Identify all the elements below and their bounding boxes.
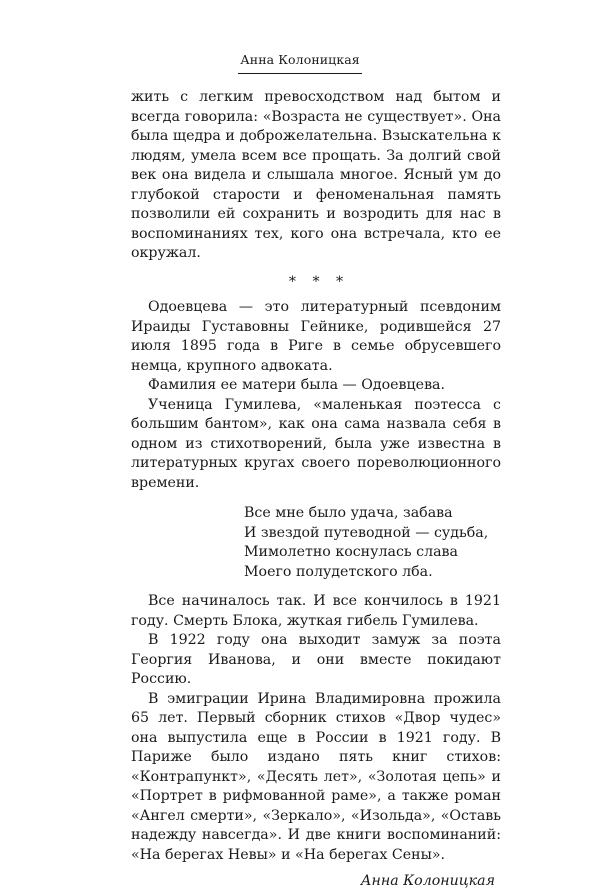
running-head: Анна Колоницкая [240,52,360,67]
section-separator: * * * [288,273,350,290]
poem-line: Мимолетно коснулась слава [244,544,458,560]
paragraph-mother: Фамилия ее матери была — Одоевцева. [148,377,446,393]
paragraph-continued: жить с легким превосходством над бытом и всегда говорила: «Возраста не существует». Она была щедра и доброжелательна. Взыскательна к людям, умела всем все прощать. За долгий свой век она видела и слышала многое. Ясный ум до глубокой старости и феноменальная память позволили ей сохранить и возродить для нас в воспоминаниях тех, кого она встречала, кто ее окружал. [131,89,501,261]
paragraph-student: Ученица Гумилева, «маленькая поэтесса с большим бантом», как она сама назвала себя в одном из стихотворений, была уже известна в литературных кругах своего пореволюционного времени. [131,396,501,491]
author-signature: Анна Колоницкая [360,873,495,889]
paragraph-1921: Все начиналось так. И все кончилось в 1921 году. Смерть Блока, жуткая гибель Гумилева. [131,593,501,629]
paragraph-1922: В 1922 году она выходит замуж за поэта Георгия Иванова, и они вместе покидают Россию. [131,632,501,687]
running-head-rule [238,73,362,74]
poem-quote [244,504,501,582]
poem-line: И звездой путеводной — судьба, [244,524,489,541]
poem-line: Моего полудетского лба. [244,563,433,580]
paragraph-pseudonym: Одоевцева — это литературный псевдоним Ираиды Густавовны Гейнике, родившейся 27 июля 1895 года в Риге в семье обрусевшего немца, крупного адвоката. [131,299,501,374]
paragraph-emigration: В эмиграции Ирина Владимировна прожила 65 лет. Первый сборник стихов «Двор чудес» она выпустила еще в России в 1921 году. В Париже было издано пять книг стихов: «Контрапункт», «Десять лет», «Золотая цепь» и «Портрет в рифмованной раме», а также роман «Ангел смерти», «Зеркало», «Изольда», «Оставь надежду навсегда». И две книги воспоминаний: «На берегах Невы» и «На берегах Сены». [131,690,501,863]
poem-line: Все мне было удача, забава [244,505,453,521]
body-text [131,88,501,892]
